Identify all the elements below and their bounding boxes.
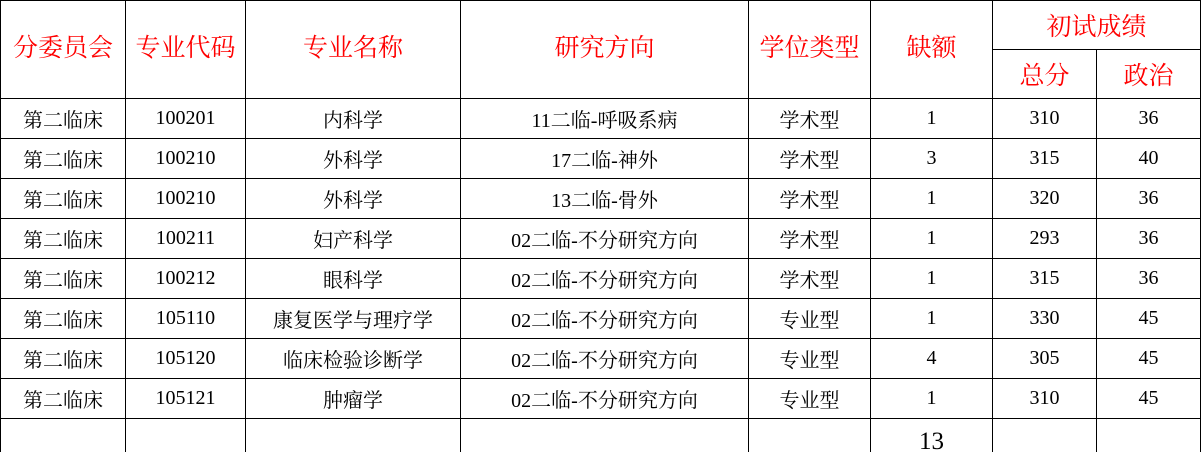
cell-politics: 36 [1097,179,1201,219]
cell-vacancy-total: 13 [871,419,993,452]
cell-politics: 45 [1097,379,1201,419]
cell-vacancy: 1 [871,259,993,299]
cell-politics: 36 [1097,259,1201,299]
table-row [1,379,1201,419]
cell-research-direction: 02二临-不分研究方向 [461,379,749,419]
cell-degree-type: 学术型 [749,259,871,299]
cell-committee: 第二临床 [1,179,126,219]
cell-total-score: 310 [993,99,1097,139]
cell-research-direction: 11二临-呼吸系病 [461,99,749,139]
cell-degree-type: 专业型 [749,339,871,379]
table-row [1,339,1201,379]
column-header-major-name: 专业名称 [246,1,461,99]
cell-research-direction: 13二临-骨外 [461,179,749,219]
cell-degree-type-total [749,419,871,452]
cell-committee: 第二临床 [1,99,126,139]
cell-vacancy: 1 [871,299,993,339]
cell-major-code: 100212 [126,259,246,299]
cell-vacancy: 4 [871,339,993,379]
cell-major-name-total [246,419,461,452]
cell-major-name: 外科学 [246,179,461,219]
cell-major-code: 100210 [126,179,246,219]
cell-total-score: 330 [993,299,1097,339]
cell-major-code-total [126,419,246,452]
cell-major-name: 外科学 [246,139,461,179]
cell-politics: 45 [1097,339,1201,379]
column-header-committee: 分委员会 [1,1,126,99]
table-row [1,219,1201,259]
cell-committee: 第二临床 [1,379,126,419]
header-row-primary [1,1,1201,50]
cell-major-name: 肿瘤学 [246,379,461,419]
cell-major-name: 内科学 [246,99,461,139]
table-header [1,1,1201,99]
cell-research-direction: 17二临-神外 [461,139,749,179]
cell-committee: 第二临床 [1,259,126,299]
cell-research-direction: 02二临-不分研究方向 [461,219,749,259]
cell-committee: 第二临床 [1,339,126,379]
table-row [1,179,1201,219]
cell-major-code: 105121 [126,379,246,419]
table-row [1,139,1201,179]
cell-committee-total [1,419,126,452]
cell-degree-type: 学术型 [749,99,871,139]
cell-degree-type: 专业型 [749,299,871,339]
cell-major-name: 临床检验诊断学 [246,339,461,379]
cell-vacancy: 3 [871,139,993,179]
column-header-major-code: 专业代码 [126,1,246,99]
cell-research-direction: 02二临-不分研究方向 [461,259,749,299]
column-header-total-score: 总分 [993,50,1097,99]
cell-total-score: 310 [993,379,1097,419]
cell-vacancy: 1 [871,379,993,419]
table-row [1,99,1201,139]
cell-major-code: 105120 [126,339,246,379]
cell-vacancy: 1 [871,179,993,219]
cell-major-name: 康复医学与理疗学 [246,299,461,339]
cell-degree-type: 学术型 [749,179,871,219]
cell-degree-type: 学术型 [749,139,871,179]
table-total-row [1,419,1201,452]
cell-degree-type: 专业型 [749,379,871,419]
table-body [1,99,1201,452]
cell-total-score: 315 [993,139,1097,179]
cell-research-direction: 02二临-不分研究方向 [461,299,749,339]
cell-major-code: 100211 [126,219,246,259]
column-header-group-first-exam: 初试成绩 [993,1,1201,50]
cell-politics-total [1097,419,1201,452]
cell-major-code: 100201 [126,99,246,139]
cell-major-name: 妇产科学 [246,219,461,259]
cell-research-direction: 02二临-不分研究方向 [461,339,749,379]
cell-total-score: 305 [993,339,1097,379]
cell-total-score: 293 [993,219,1097,259]
cell-major-code: 105110 [126,299,246,339]
cell-politics: 40 [1097,139,1201,179]
table-row [1,299,1201,339]
cell-vacancy: 1 [871,99,993,139]
cell-politics: 36 [1097,99,1201,139]
cell-committee: 第二临床 [1,139,126,179]
column-header-politics: 政治 [1097,50,1201,99]
cell-major-code: 100210 [126,139,246,179]
cell-politics: 45 [1097,299,1201,339]
cell-research-direction-total [461,419,749,452]
column-header-degree-type: 学位类型 [749,1,871,99]
cell-vacancy: 1 [871,219,993,259]
column-header-research-direction: 研究方向 [461,1,749,99]
cell-politics: 36 [1097,219,1201,259]
cell-total-score-total [993,419,1097,452]
cell-total-score: 315 [993,259,1097,299]
cell-degree-type: 学术型 [749,219,871,259]
column-header-vacancy: 缺额 [871,1,993,99]
cell-committee: 第二临床 [1,299,126,339]
cell-committee: 第二临床 [1,219,126,259]
cell-total-score: 320 [993,179,1097,219]
table-row [1,259,1201,299]
cell-major-name: 眼科学 [246,259,461,299]
